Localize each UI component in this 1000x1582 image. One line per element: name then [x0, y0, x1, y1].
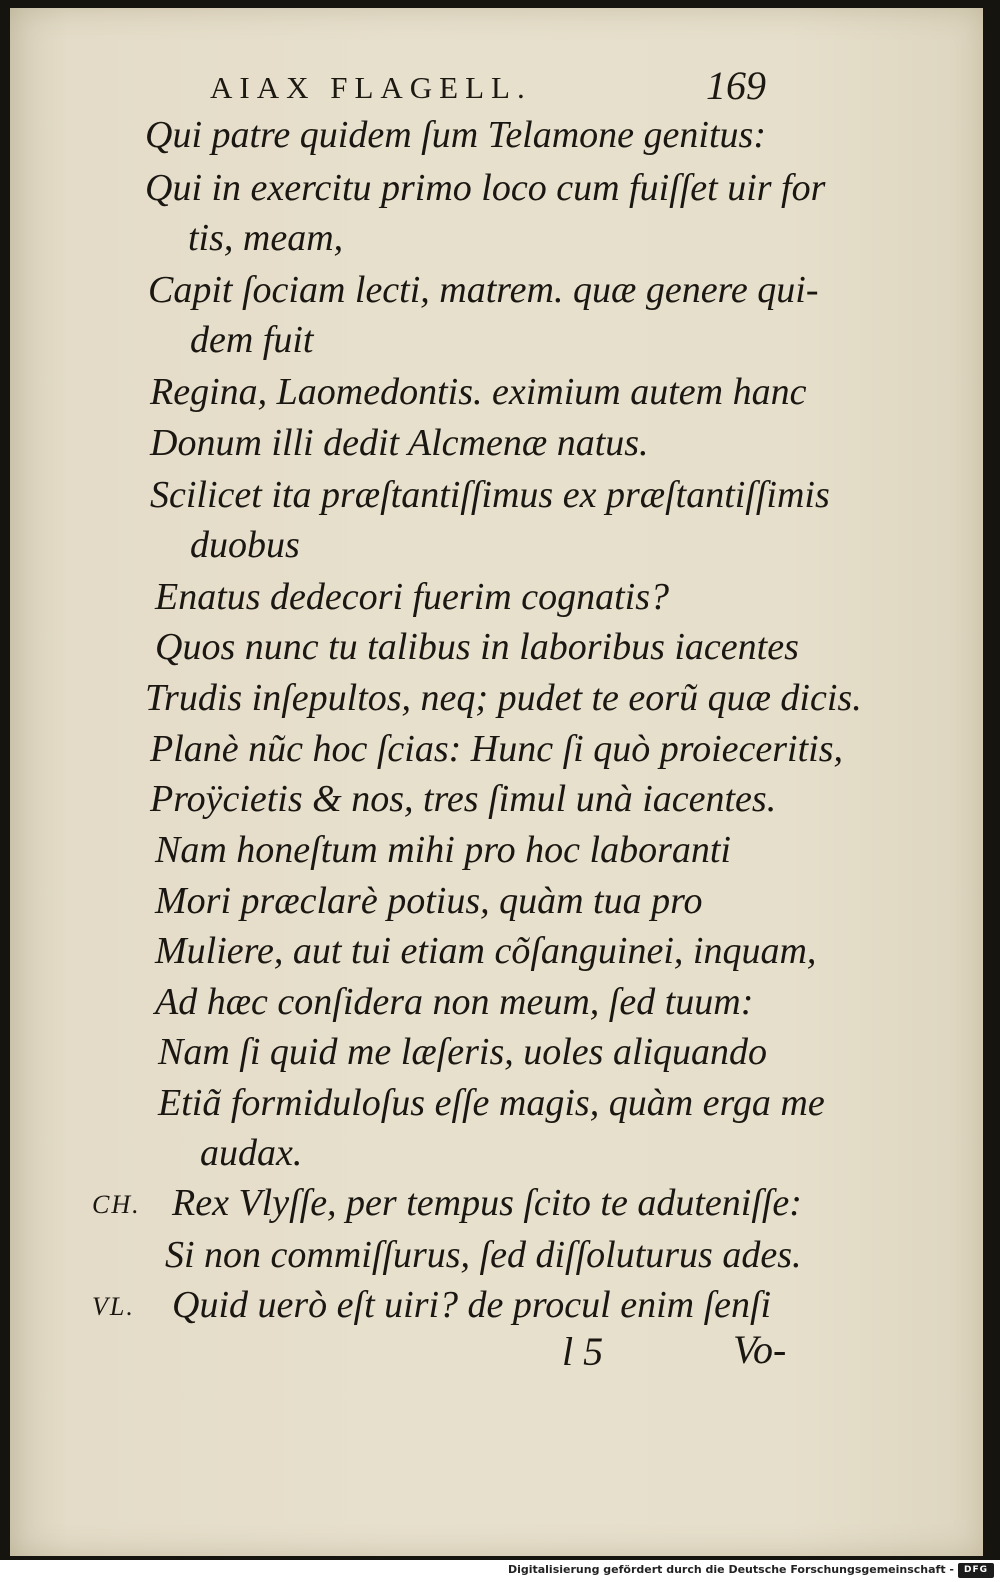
verse-line: Etiã formiduloſus eſſe magis, quàm erga me	[158, 1082, 825, 1124]
verse-line: Scilicet ita præſtantiſſimus ex præſtantiſſimis	[150, 474, 830, 516]
verse-line: dem fuit	[190, 319, 314, 361]
page-number: 169	[706, 63, 766, 108]
catchword: Vo-	[733, 1327, 787, 1372]
running-title: AIAX FLAGELL.	[210, 70, 532, 105]
verse-line: tis, meam,	[188, 217, 344, 259]
verse-line: Nam honeſtum mihi pro hoc laboranti	[155, 829, 731, 871]
verse-line: Muliere, aut tui etiam cõſanguinei, inquam,	[155, 930, 817, 972]
verse-line: Qui in exercitu primo loco cum fuiſſet uir for	[145, 167, 826, 209]
verse-line: Ad hæc conſidera non meum, ſed tuum:	[155, 981, 754, 1023]
verse-line: Enatus dedecori fuerim cognatis?	[155, 576, 669, 618]
verse-line: Nam ſi quid me læſeris, uoles aliquando	[158, 1031, 768, 1073]
verse-line: Rex Vlyſſe, per tempus ſcito te aduteniſſe:	[172, 1182, 802, 1224]
verse-line: Regina, Laomedontis. eximium autem hanc	[150, 371, 807, 413]
verse-line: Donum illi dedit Alcmenæ natus.	[150, 422, 649, 464]
verse-line: Planè nũc hoc ſcias: Hunc ſi quò proieceritis,	[150, 728, 843, 770]
verse-line: Si non commiſſurus, ſed diſſoluturus ades.	[165, 1234, 802, 1276]
verse-line: Quid uerò eſt uiri? de procul enim ſenſi	[172, 1284, 772, 1326]
verse-line: Qui patre quidem ſum Telamone genitus:	[145, 114, 766, 156]
verse-line: audax.	[200, 1132, 303, 1174]
verse-line: Trudis inſepultos, neq; pudet te eorũ quæ dicis.	[145, 677, 862, 719]
verse-line: Capit ſociam lecti, matrem. quæ genere qui-	[148, 269, 819, 311]
verse-line: Quos nunc tu talibus in laboribus iacentes	[155, 626, 799, 668]
credit-text: Digitalisierung gefördert durch die Deutsche Forschungsgemeinschaft -	[507, 1563, 954, 1576]
dfg-logo-icon: DFG	[958, 1563, 994, 1578]
speaker-label-ulysses: VL.	[92, 1292, 135, 1321]
signature-mark: l 5	[562, 1329, 604, 1374]
verse-line: Mori præclarè potius, quàm tua pro	[155, 880, 703, 922]
verse-line: Proÿcietis & nos, tres ſimul unà iacentes.	[150, 778, 777, 820]
digitization-credit-bar	[0, 1560, 1000, 1582]
page-header	[0, 62, 1000, 112]
speaker-label-chorus: CH.	[92, 1190, 141, 1219]
verse-line: duobus	[190, 524, 300, 566]
